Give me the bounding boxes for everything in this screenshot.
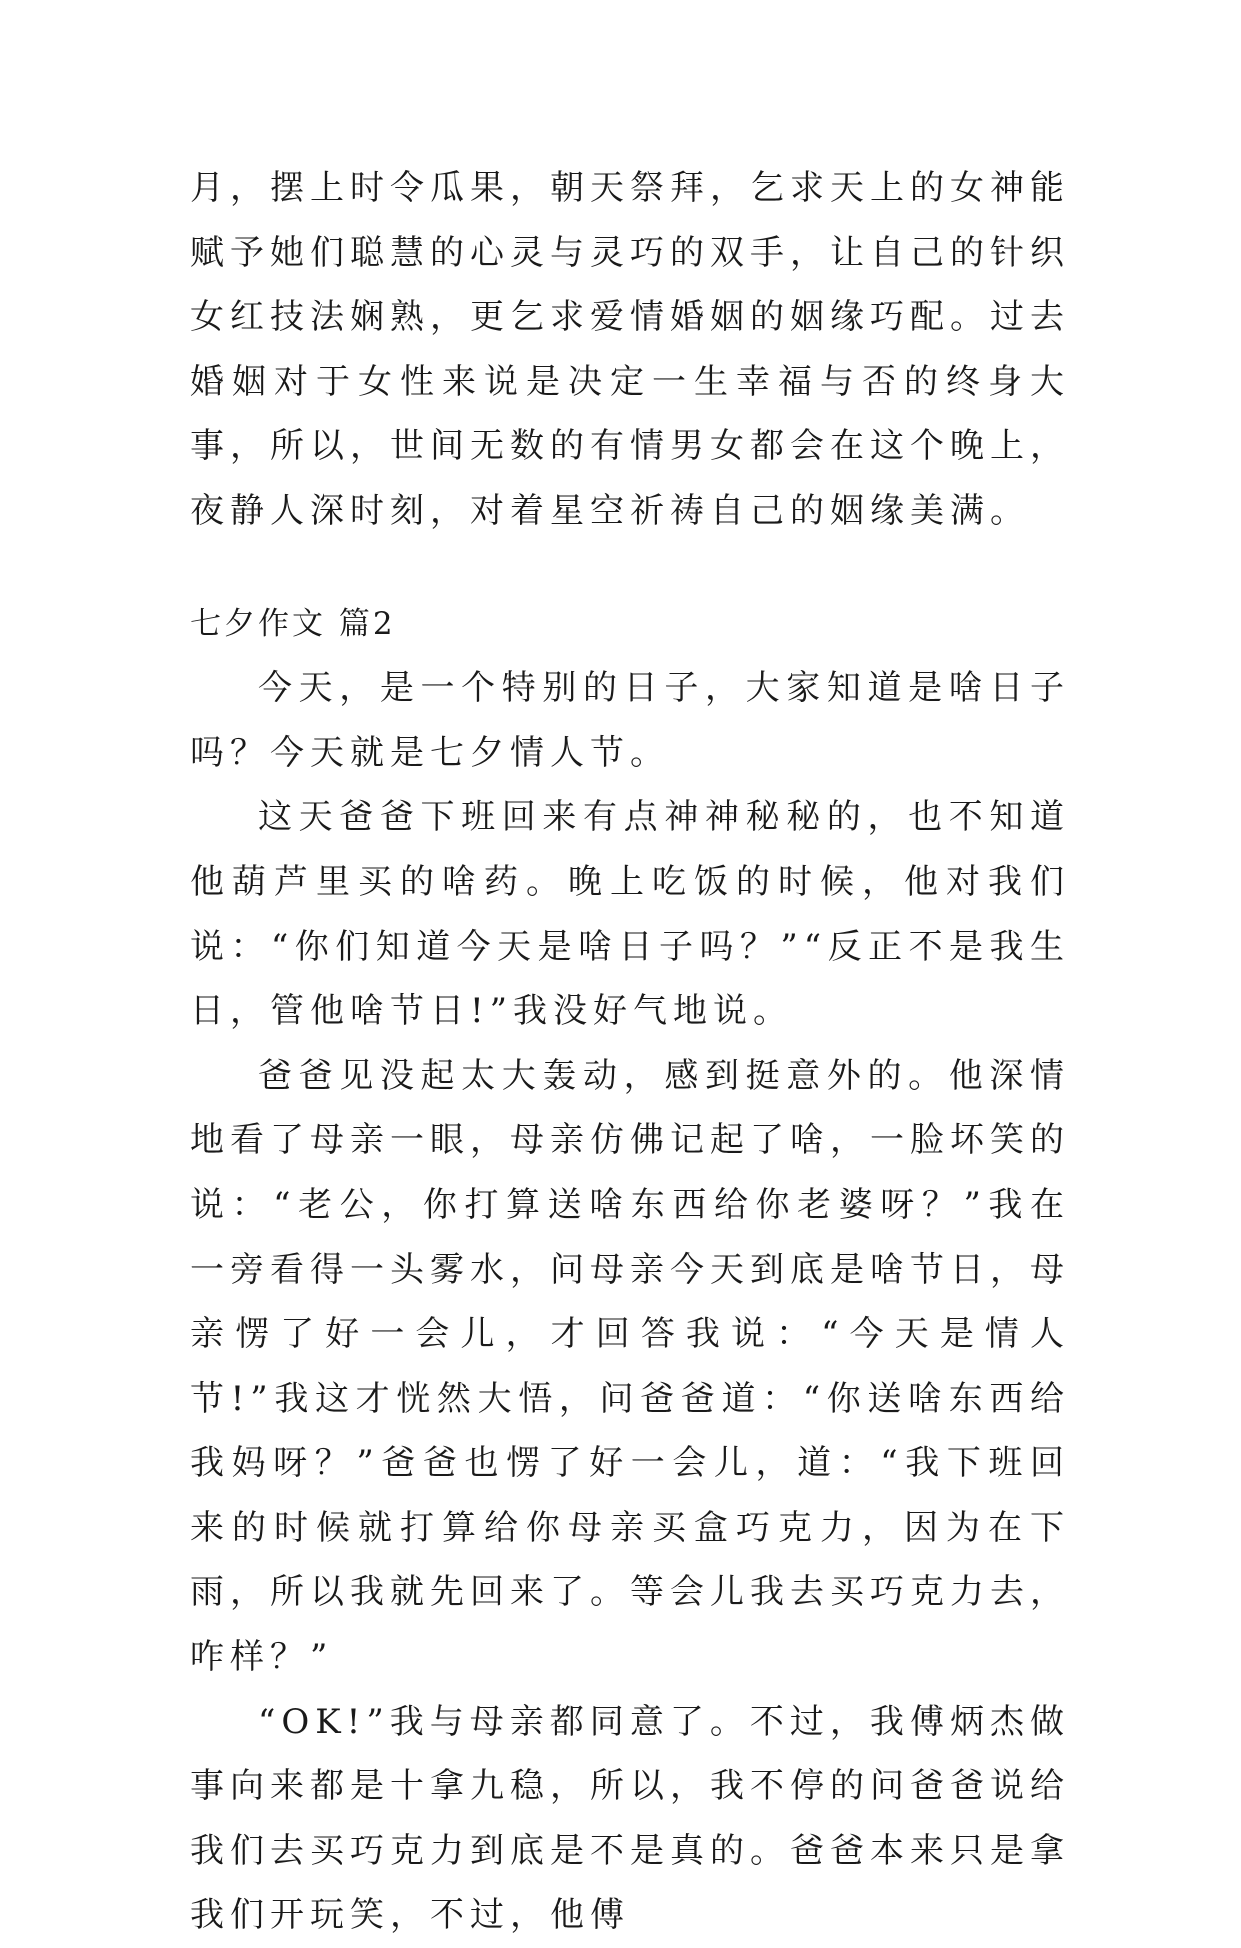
paragraph-4: “OK!”我与母亲都同意了。不过，我傅炳杰做事向来都是十拿九稳，所以，我不停的问爸爸说给我们去买巧克力到底是不是真的。爸爸本来只是拿我们开玩笑，不过，他傅 [190, 1701, 1070, 1936]
paragraph-3: 爸爸见没起太大轰动，感到挺意外的。他深情地看了母亲一眼，母亲仿佛记起了啥，一脸坏笑的说：“老公，你打算送啥东西给你老婆呀？”我在一旁看得一头雾水，问母亲今天到底是啥节日，母亲愣了好一会儿，才回答我说：“今天是情人节!”我这才恍然大悟，问爸爸道：“你送啥东西给我妈呀？”爸爸也愣了好一会儿，道：“我下班回来的时候就打算给你母亲买盒巧克力，因为在下雨，所以我就先回来了。等会儿我去买巧克力去，咋样？” [190, 1055, 1070, 1678]
paragraph-2: 这天爸爸下班回来有点神神秘秘的，也不知道他葫芦里买的啥药。晚上吃饭的时候，他对我们说：“你们知道今天是啥日子吗？”“反正不是我生日，管他啥节日!”我没好气地说。 [190, 797, 1070, 1032]
lead-paragraph: 月，摆上时令瓜果，朝天祭拜，乞求天上的女神能赋予她们聪慧的心灵与灵巧的双手，让自己的针织女红技法娴熟，更乞求爱情婚姻的姻缘巧配。过去婚姻对于女性来说是决定一生幸福与否的终身大事，所以，世间无数的有情男女都会在这个晚上，夜静人深时刻，对着星空祈祷自己的姻缘美满。 [190, 168, 1070, 531]
section-heading: 七夕作文 篇2 [190, 605, 396, 642]
paragraph-1: 今天，是一个特别的日子，大家知道是啥日子吗？今天就是七夕情人节。 [190, 668, 1070, 773]
article-body [190, 156, 1070, 1948]
